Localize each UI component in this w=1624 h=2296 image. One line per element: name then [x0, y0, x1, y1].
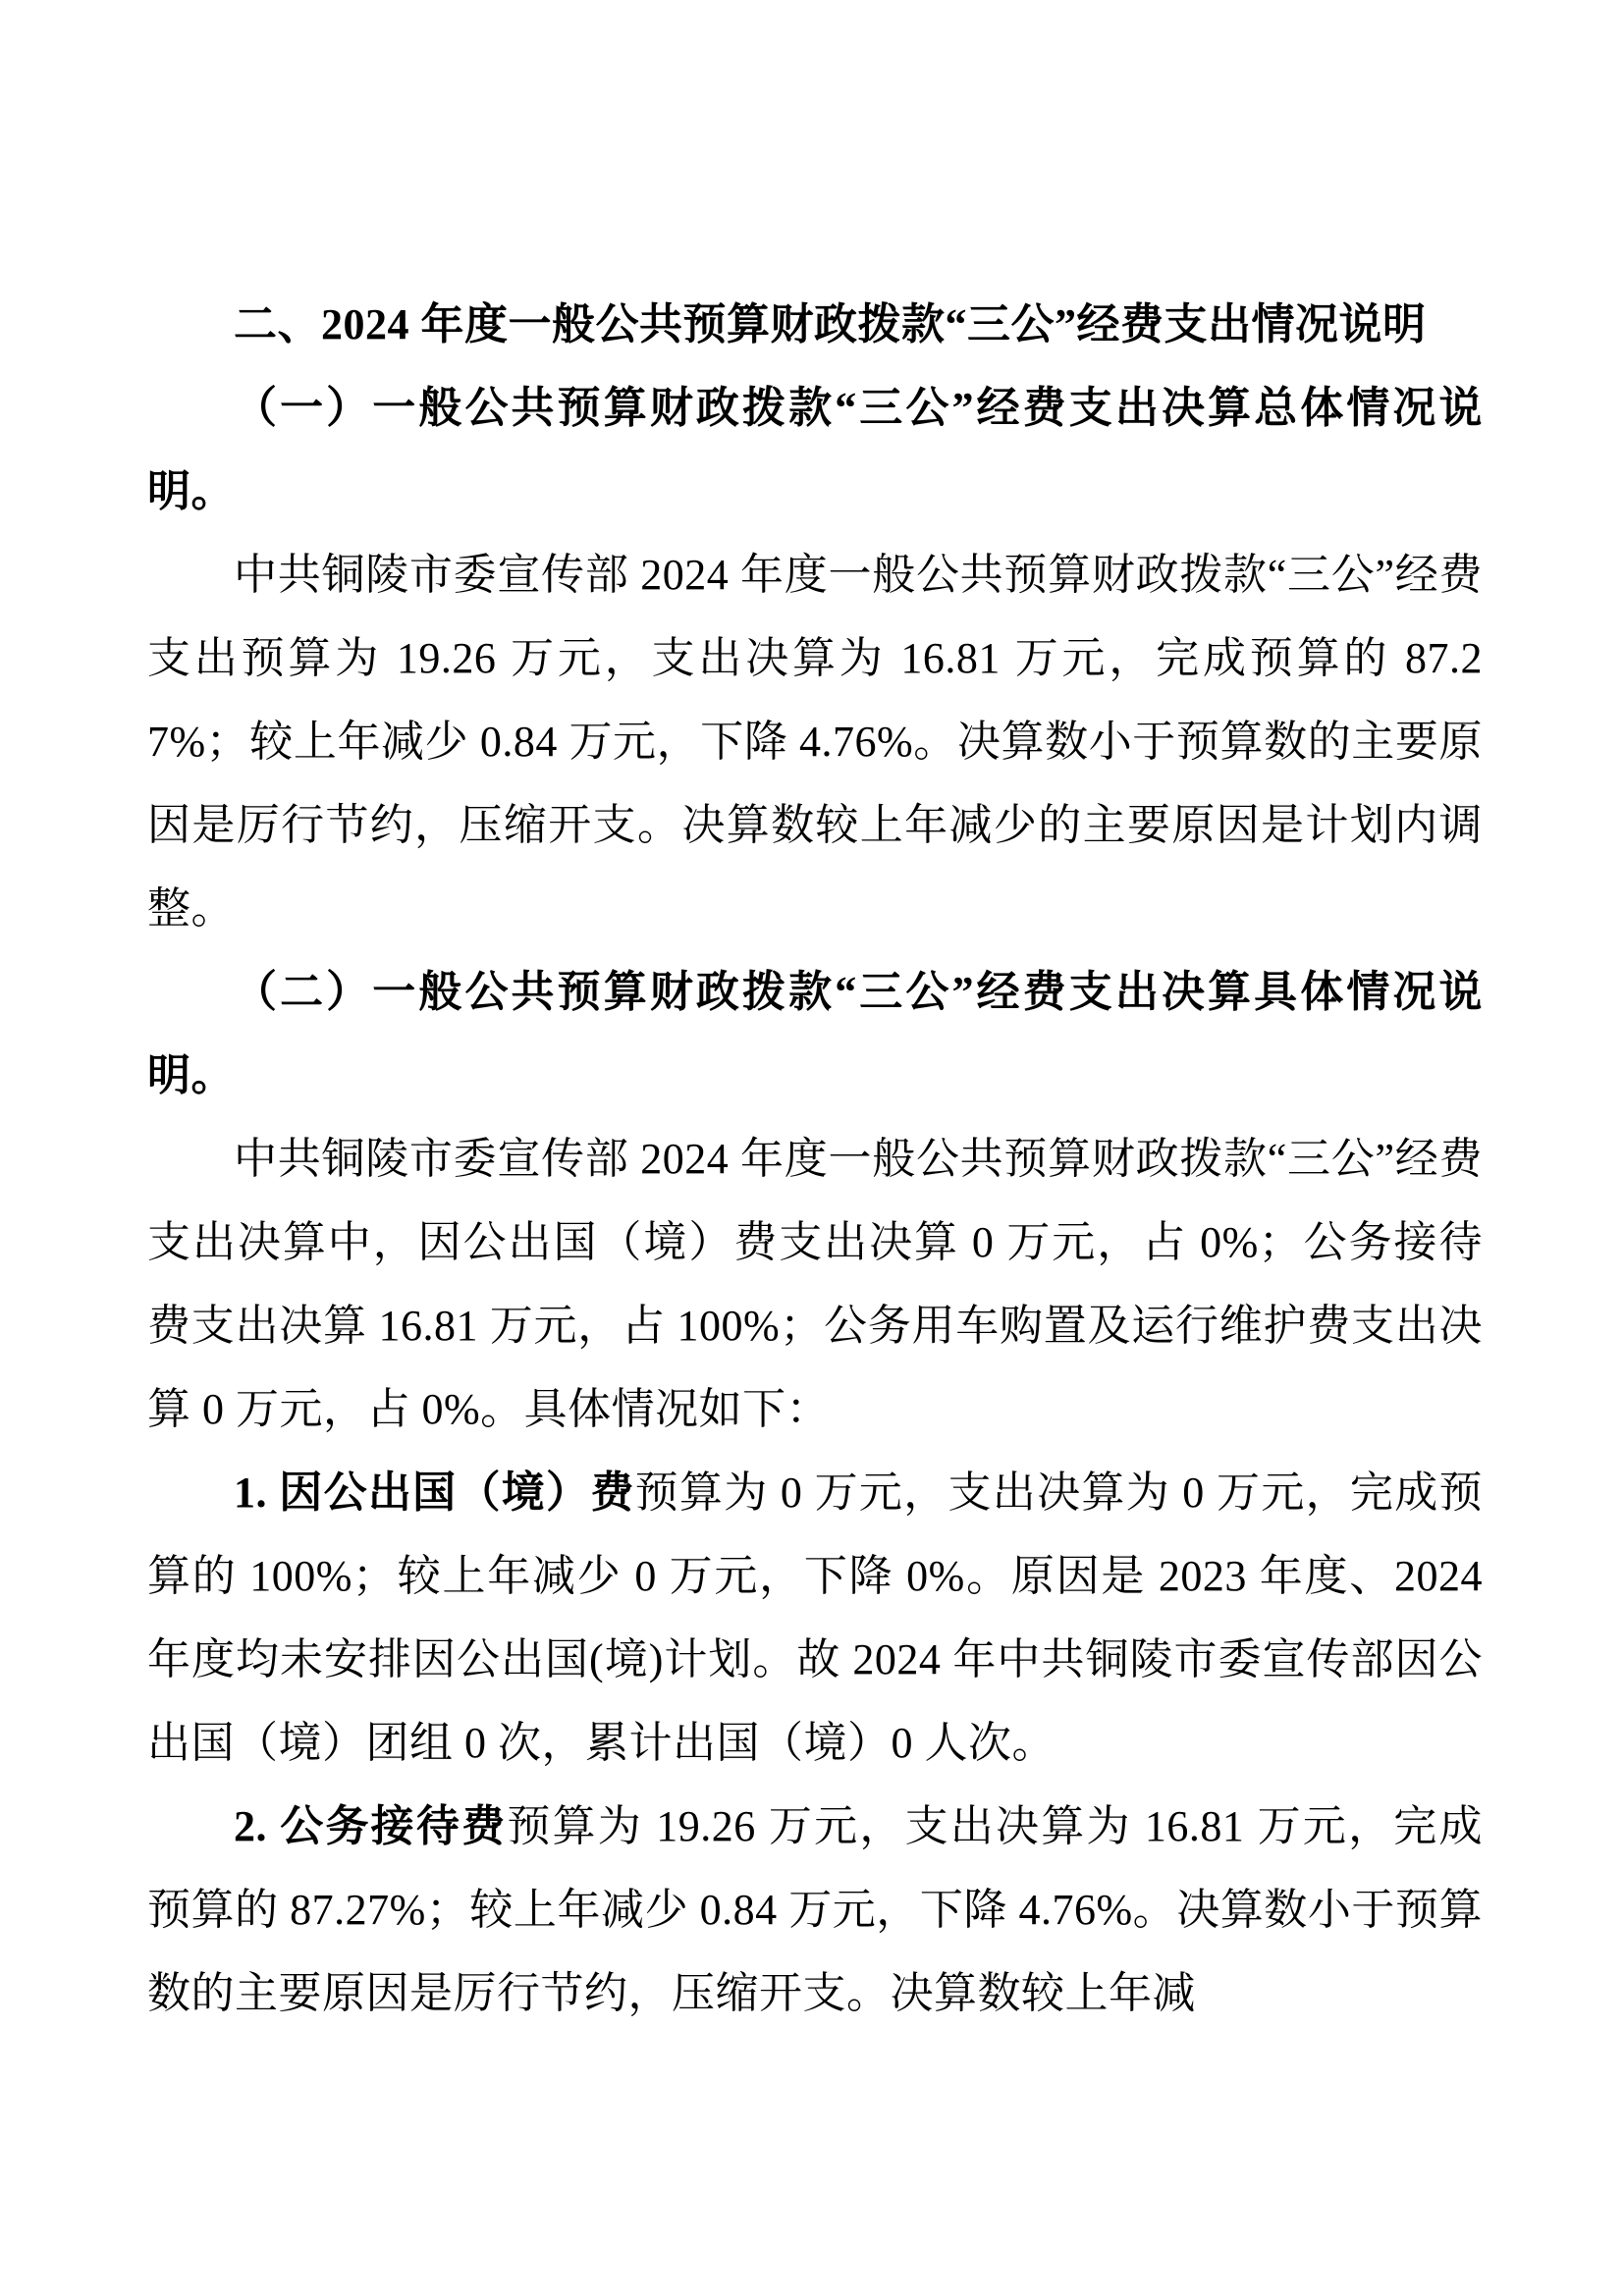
item-2-text: 预算为 19.26 万元，支出决算为 16.81 万元，完成预算的 87.27%；较上年减少 0.84 万元，下降 4.76%。决算数小于预算数的主要原因是厉行节约，压缩开支。决算数较上年减 [147, 1802, 1484, 2017]
subsection-1-heading-text: （一）一般公共预算财政拨款“三公”经费支出决算总体情况说明。 [147, 384, 1483, 515]
main-section-heading-text: 二、2024 年度一般公共预算财政拨款“三公”经费支出情况说明 [234, 300, 1427, 348]
item-1-paragraph [147, 1451, 1483, 1785]
item-2-paragraph [147, 1785, 1483, 2035]
subsection-2-heading [147, 950, 1483, 1117]
main-section-heading [147, 283, 1483, 366]
subsection-1-paragraph-text: 中共铜陵市委宣传部 2024 年度一般公共预算财政拨款“三公”经费支出预算为 19.26 万元，支出决算为 16.81 万元，完成预算的 87.27%；较上年减少 0.84 万元，下降 4.76%。决算数小于预算数的主要原因是厉行节约，压缩开支。决算数较上年减少的主要原因是计划内调整。 [147, 551, 1483, 933]
subsection-2-paragraph-text: 中共铜陵市委宣传部 2024 年度一般公共预算财政拨款“三公”经费支出决算中，因公出国（境）费支出决算 0 万元，占 0%；公务接待费支出决算 16.81 万元，占 100%；公务用车购置及运行维护费支出决算 0 万元，占 0%。具体情况如下： [147, 1135, 1483, 1433]
subsection-2-heading-text: （二）一般公共预算财政拨款“三公”经费支出决算具体情况说明。 [147, 968, 1483, 1099]
item-1-lead: 1. 因公出国（境）费 [234, 1468, 635, 1517]
item-1-text: 预算为 0 万元，支出决算为 0 万元，完成预算的 100%；较上年减少 0 万元，下降 0%。原因是 2023 年度、2024 年度均未安排因公出国(境)计划。故 2024 年中共铜陵市委宣传部因公出国（境）团组 0 次，累计出国（境）0 人次。 [147, 1468, 1484, 1767]
subsection-1-heading [147, 366, 1483, 533]
subsection-2-paragraph [147, 1117, 1483, 1451]
item-2-lead: 2. 公务接待费 [234, 1802, 508, 1850]
subsection-1-paragraph [147, 533, 1483, 950]
